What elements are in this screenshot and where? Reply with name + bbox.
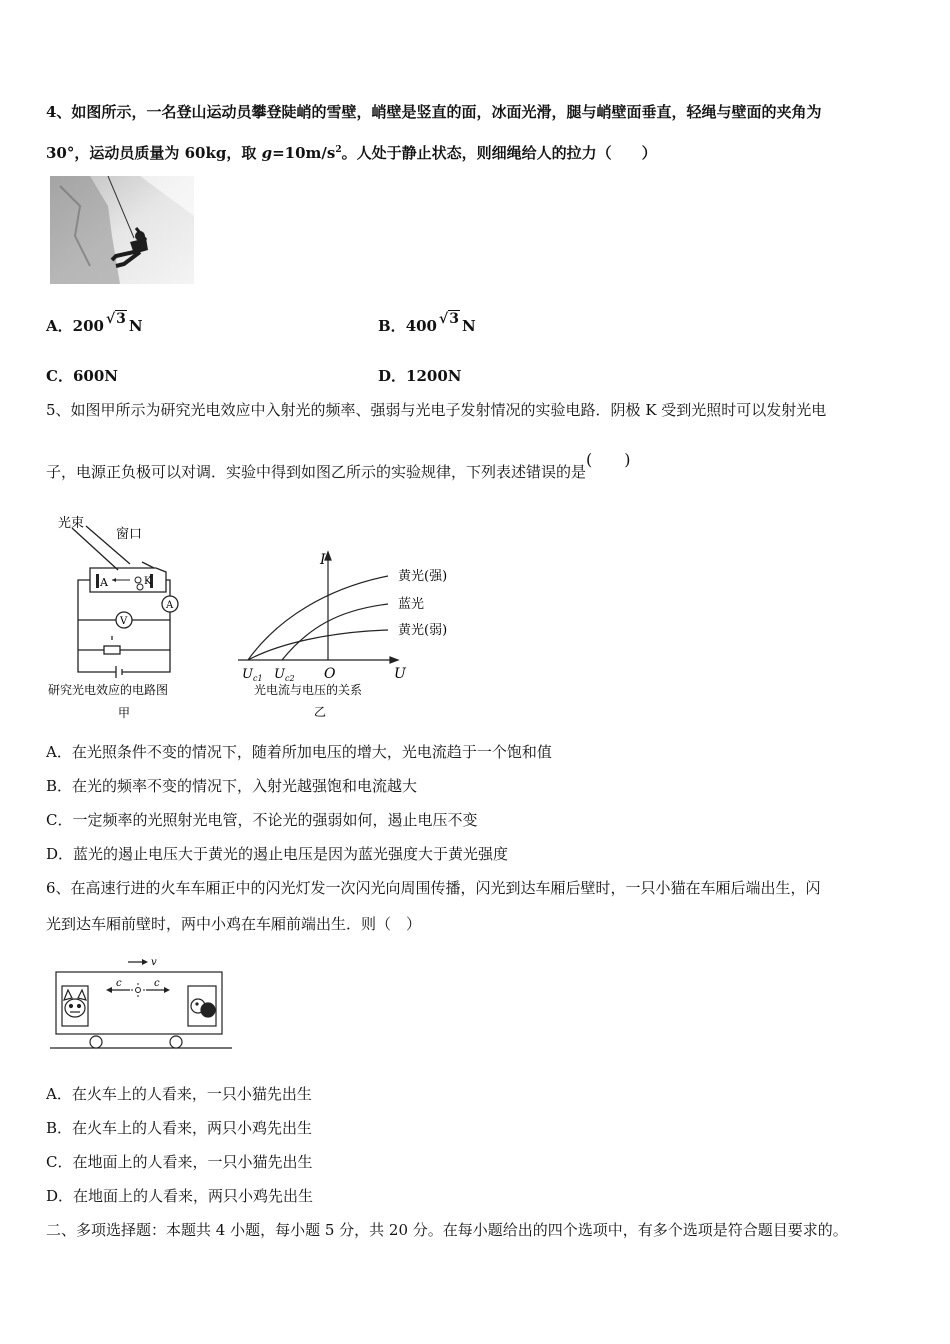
sqrt-symbol: √3	[105, 311, 126, 327]
q5-circuit-figure	[46, 512, 226, 722]
q4-option-d[interactable]: D．1200N	[378, 367, 462, 385]
light-speed-right: c	[154, 978, 160, 989]
flash-lamp-icon	[131, 983, 145, 997]
q4-option-b-radicand: 3	[449, 311, 459, 327]
q6-option-d[interactable]: D．在地面上的人看来，两只小鸡先出生	[46, 1187, 314, 1205]
q5-iu-graph	[238, 548, 468, 720]
q6-train-svg	[50, 950, 232, 1058]
q4-option-c[interactable]: C．600N	[46, 367, 118, 385]
curve-yellow-strong	[248, 576, 388, 660]
graph-caption: 光电流与电压的关系	[254, 683, 363, 697]
graph-sub-label: 乙	[314, 705, 327, 719]
uc2-label: $U_{c2}$	[274, 667, 295, 683]
voltmeter-label: V	[120, 616, 128, 627]
section-2-heading: 二、多项选择题：本题共 4 小题，每小题 5 分，共 20 分。在每小题给出的四个选项中，有多个选项是符合题目要求的。	[46, 1221, 848, 1239]
q4-text-a: 30°，运动员质量为 60kg，取	[46, 144, 262, 162]
climber-photo	[50, 176, 194, 284]
q4-sup: 2	[335, 145, 342, 155]
q4-stem-line1: 4、如图所示，一名登山运动员攀登陡峭的雪壁，峭壁是竖直的面，冰面光滑，腿与峭壁面垂直，轻绳与壁面的夹角为	[46, 103, 822, 121]
legend-blue: 蓝光	[398, 597, 425, 612]
q4-text-b: =10m/s	[272, 144, 336, 162]
q4-text-c: 。人处于静止状态，则细绳给人的拉力（ ）	[341, 144, 657, 162]
legend-yellow-weak: 黄光(弱)	[398, 623, 448, 638]
q4-option-b-num: 400	[405, 317, 437, 335]
q6-option-c[interactable]: C．在地面上的人看来，一只小猫先出生	[46, 1153, 313, 1171]
q6-option-b[interactable]: B．在火车上的人看来，两只小鸡先出生	[46, 1119, 313, 1137]
q5-option-a[interactable]: A．在光照条件不变的情况下，随着所加电压的增大，光电流趋于一个饱和值	[46, 743, 552, 761]
q5-paren: ( )	[586, 450, 631, 469]
tube-anode-label: A	[100, 576, 108, 589]
q6-option-a[interactable]: A．在火车上的人看来，一只小猫先出生	[46, 1085, 312, 1103]
q5-stem-line2	[46, 450, 631, 482]
q4-option-a[interactable]	[46, 311, 143, 337]
ammeter-label: A	[166, 600, 174, 611]
q4-stem-line2	[46, 140, 657, 163]
cat-icon	[62, 986, 88, 1026]
axis-u-label: U	[394, 666, 406, 682]
window-label: 窗口	[116, 527, 143, 542]
q4-option-b-label: B．	[378, 317, 406, 335]
cathode-k-label: K	[144, 576, 152, 587]
circuit-sub-label: 甲	[118, 706, 131, 720]
q5-iu-graph-svg	[238, 548, 468, 720]
origin-label: O	[324, 666, 336, 682]
q6-stem-line1: 6、在高速行进的火车车厢正中的闪光灯发一次闪光向周围传播，闪光到达车厢后壁时，一只小猫在车厢后端出生，闪	[46, 879, 821, 897]
velocity-label: v	[151, 957, 157, 968]
legend-yellow-strong: 黄光(强)	[398, 569, 448, 584]
axis-i-label: I	[320, 552, 326, 568]
q5-option-d[interactable]: D．蓝光的遏止电压大于黄光的遏止电压是因为蓝光强度大于黄光强度	[46, 845, 509, 863]
q5-option-c[interactable]: C．一定频率的光照射光电管，不论光的强弱如何，遏止电压不变	[46, 811, 478, 829]
uc1-label: $U_{c1}$	[242, 667, 263, 683]
climber-photo-svg	[50, 176, 194, 284]
q4-option-a-label: A．	[46, 317, 73, 335]
sqrt-symbol: √3	[439, 311, 459, 327]
q4-option-a-radicand: 3	[116, 311, 126, 327]
chicks-icon	[188, 986, 216, 1026]
circuit-caption: 研究光电效应的电路图	[48, 683, 169, 697]
q4-option-a-num: 200	[72, 317, 104, 335]
q4-option-a-unit: N	[128, 317, 143, 335]
beam-label: 光束	[58, 516, 85, 531]
q5-option-b[interactable]: B．在光的频率不变的情况下，入射光越强饱和电流越大	[46, 777, 418, 795]
q4-option-b-unit: N	[461, 317, 476, 335]
q5-stem-line2-text: 子，电源正负极可以对调．实验中得到如图乙所示的实验规律，下列表述错误的是	[46, 463, 587, 481]
q5-stem-line1: 5、如图甲所示为研究光电效应中入射光的频率、强弱与光电子发射情况的实验电路．阴极 K 受到光照时可以发射光电	[46, 401, 827, 419]
q4-g-symbol: g	[261, 144, 273, 162]
q5-circuit-svg	[46, 512, 226, 722]
light-speed-left: c	[116, 978, 122, 989]
q6-stem-line2: 光到达车厢前壁时，两中小鸡在车厢前端出生．则（ ）	[46, 915, 422, 933]
q6-train-figure	[50, 950, 232, 1058]
q4-option-b[interactable]	[378, 311, 476, 337]
curve-yellow-weak	[248, 630, 388, 660]
